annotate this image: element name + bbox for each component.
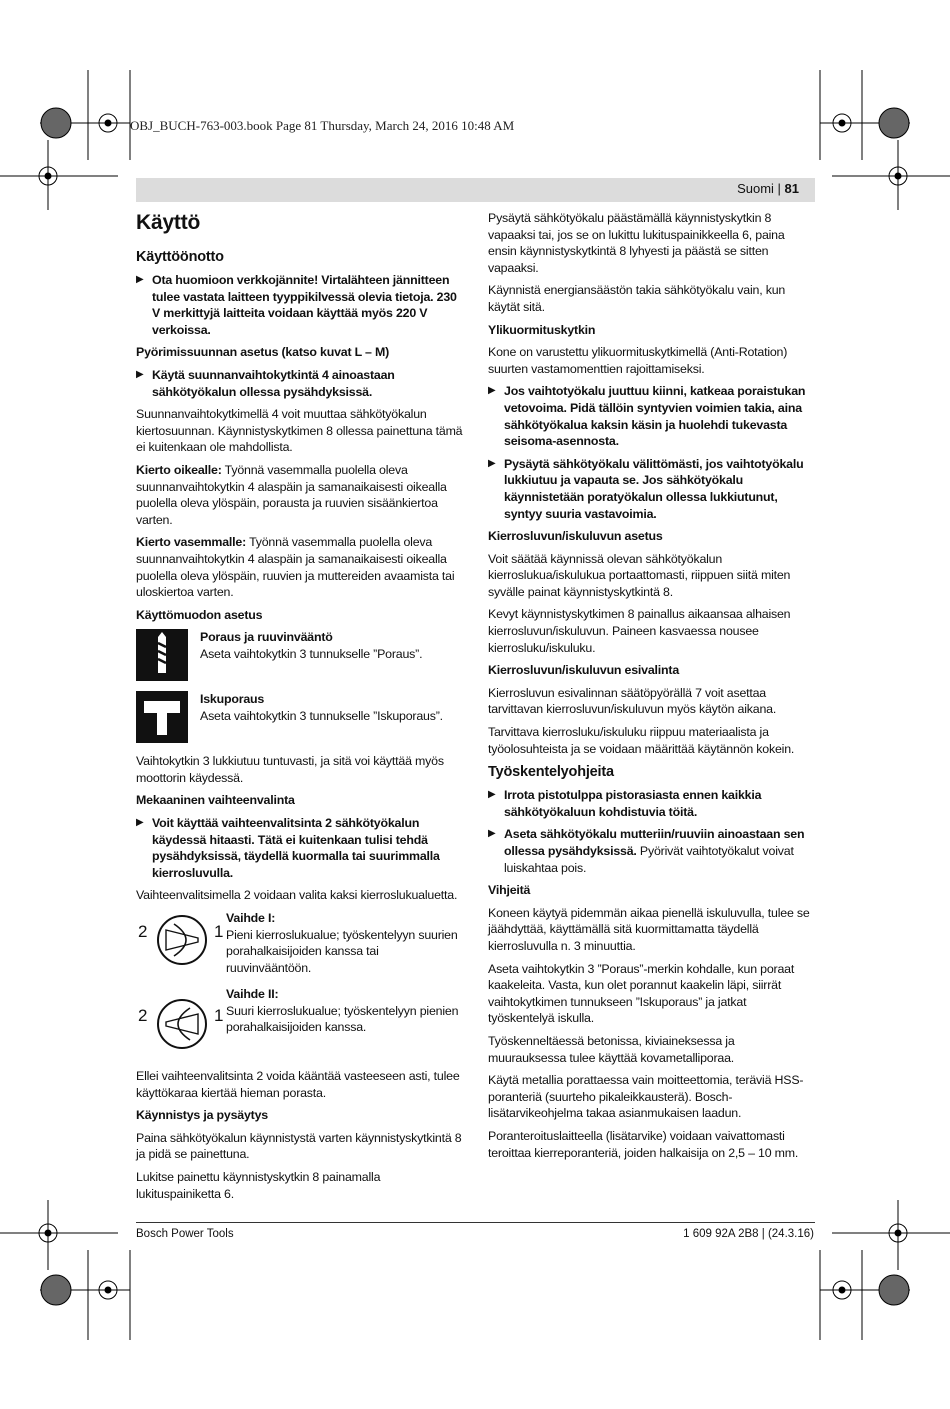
heading-pyorimissuunta: Pyörimissuunnan asetus (katso kuvat L – M) [136,345,390,360]
left-column [136,206,464,1208]
triangle-bullet-icon: ▶ [136,274,144,285]
gear-one-dial-icon: 2 1 [136,910,226,980]
gear-one-title: Vaihde I: [226,911,276,926]
header-separator: | [773,181,785,196]
footer-divider [136,1222,815,1223]
paragraph-betoni: Työskenneltäessä betonissa, kiviaineksessa ja muurauksessa tulee käyttää kovametalliporaa. [488,1033,735,1065]
paragraph-lukitse: Lukitse painettu käynnistyskytkin 8 painamalla lukituspainiketta 6. [136,1170,381,1201]
heading-kierrosluvun-asetus: Kierrosluvun/iskuluvun asetus [488,529,663,544]
mode-impact-text: Aseta vaihtokytkin 3 tunnukselle ”Iskuporaus”. [200,708,443,723]
paragraph-kierto-oikealle: Kierto oikealle: Työnnä vasemmalla puolella oleva suunnanvaihtokytkin 4 alaspäin ja samanaikaisesti oikealla puolella oleva ylöspäin, porausta ja ruuvien sisäänkiertoa varten. [136,462,447,527]
print-info-line: OBJ_BUCH-763-003.book Page 81 Thursday, March 24, 2016 10:48 AM [130,118,515,133]
bullet-stop-immediately: ▶ Pysäytä sähkötyökalu välittömästi, jos vaihtotyökalu lukkiutuu ja vapauta se. Jos sähkötyökalu käynnistetään poratyökalun ollessa lukkiutunut, syntyy suuria vastavoimia. [488,456,804,521]
paragraph-paina: Paina sähkötyökalun käynnistystä varten käynnistyskytkintä 8 ja pidä se painettuna. [136,1130,462,1162]
heading-ylikuormitus: Ylikuormituskytkin [488,322,596,337]
bullet-voltage: ▶ Ota huomioon verkkojännite! Virtalähteen jännitteen tulee vastata laitteen tyyppikilvessä olevia tietoja. 230 V merkittyjä laitteita voidaan käyttää myös 220 V verkoissa. [136,273,457,337]
triangle-bullet-icon: ▶ [136,817,144,829]
mode-impact-drilling [136,691,464,743]
triangle-bullet-icon: ▶ [136,368,144,380]
page-header-text [737,181,799,196]
triangle-bullet-icon: ▶ [488,789,496,801]
paragraph-pysayta: Pysäytä sähkötyökalu päästämällä käynnistyskytkin 8 vapaaksi tai, jos se on lukittu lukituspainikkeella 6, paina ensin käynnistyskytkintä 8 lyhyesti ja päästä se sitten vapaaksi. [488,211,785,275]
gear-one-text: Pieni kierroslukualue; työskentelyyn suurien porahalkaisijoiden kanssa tai ruuvinvääntöön. [226,927,458,975]
section-title-kaytto: Käyttö [136,211,201,234]
page-header-bar [136,178,815,202]
mode-drilling-text: Aseta vaihtokytkin 3 tunnukselle ”Poraus”. [200,646,423,661]
heading-vihjeita: Vihjeitä [488,883,531,898]
bullet-direction-switch: ▶ Käytä suunnanvaihtokytkintä 4 ainoastaan sähkötyökalun ollessa pysähdyksissä. [136,367,395,399]
paragraph-kierto-vasemmalle: Kierto vasemmalle: Työnnä vasemmalla puolella oleva suunnanvaihtokytkin 4 alaspäin ja samanaikaisesti oikealla puolella oleva ylöspäin, ruuvien ja muttereiden avaamista tai uloskiertoa varten. [136,535,455,600]
paragraph-vaihtokytkin: Vaihtokytkin 3 lukkiutuu tuntuvasti, ja sitä voi käyttää myös moottorin käydessä. [136,754,444,785]
mode-impact-title: Iskuporaus [200,692,265,707]
drill-bit-icon [136,629,188,681]
heading-esivalinta: Kierrosluvun/iskuluvun esivalinta [488,663,680,678]
paragraph-kone: Kone on varustettu ylikuormituskytkimellä (Anti-Rotation) suurten vastamomenttien rajoittamiseksi. [488,345,788,376]
triangle-bullet-icon: ▶ [488,828,496,840]
paragraph-kevyt: Kevyt käynnistyskytkimen 8 painallus aikaansaa alhaisen kierrosluvun/iskuluvun. Paineen kasvaessa nousee kierrosluku/iskuluku. [488,607,791,655]
paragraph-aseta: Aseta vaihtokytkin 3 ”Poraus”-merkin kohdalle, kun poraat kaakeleita. Vasta, kun olet porannut kaakelin läpi, siirrät vaihtokytkimen tunnukseen ”Iskuporaus” ja jatkat työskentelyä iskulla. [488,961,795,1026]
bullet-place-on-nut: ▶ Aseta sähkötyökalu mutteriin/ruuviin ainoastaan sen ollessa pysähdyksissä. Pyörivät vaihtotyökalut voivat luiskahtaa pois. [488,827,805,875]
triangle-bullet-icon: ▶ [488,385,496,397]
right-column [488,210,815,1167]
triangle-bullet-icon: ▶ [488,457,496,469]
bullet-unplug: ▶ Irrota pistotulppa pistorasiasta ennen kaikkia sähkötyökaluun kohdistuvia töitä. [488,788,762,819]
gear-one [136,910,464,980]
gear-two-dial-icon: 2 1 [136,986,226,1056]
mode-drilling-title: Poraus ja ruuvinvääntö [200,630,333,645]
paragraph-esivalinnan: Kierrosluvun esivalinnan säätöpyörällä 7 voit asettaa tarvittavan kierrosluvun/iskuluvun myös käytön aikana. [488,685,777,717]
heading-kayttoonotto: Käyttöönotto [136,249,224,265]
footer-brand: Bosch Power Tools [136,1228,234,1240]
paragraph-tarvittava: Tarvittava kierrosluku/iskuluku riippuu materiaalista ja työolosuhteista ja se voidaan määrittää käytännön kokein. [488,725,795,756]
gear-two-text: Suuri kierroslukualue; työskentelyyn pienien porahalkaisijoiden kanssa. [226,1003,459,1035]
bullet-jammed-tool: ▶ Jos vaihtotyökalu juuttuu kiinni, katkeaa poraistukan vetovoima. Pidä tällöin syntyvien voimien takia, aina sähkötyökalua kaksin käsin ja huolehdi tukevasta seisoma-asennosta. [488,384,806,449]
header-language: Suomi [737,181,774,196]
paragraph-koneen: Koneen käytyä pidemmän aikaa pienellä iskuluvulla, tulee se jäähdyttää, käyttämällä sitä kuormittamatta täydellä kierrosluvulla n. 3 minuuttia. [488,905,810,953]
page-number: 81 [784,181,799,196]
gear-two-title: Vaihde II: [226,987,279,1002]
heading-kaynnistys: Käynnistys ja pysäytys [136,1108,268,1123]
hammer-icon [136,691,188,743]
footer-doc-number: 1 609 92A 2B8 | (24.3.16) [683,1228,814,1240]
paragraph-kaynnista: Käynnistä energiansäästön takia sähkötyökalu vain, kun käytät sitä. [488,283,786,314]
heading-tyoskentelyohjeita: Työskentelyohjeita [488,764,614,781]
paragraph-poranteroitus: Poranteroituslaitteella (lisätarvike) voidaan vaivattomasti teroittaa kierreporanteriä, joiden halkaisija on 2,5 – 10 mm. [488,1128,799,1160]
paragraph-metalli: Käytä metallia porattaessa vain moitteettomia, teräviä HSS-poranteriä (suurteho pikaleikkausterä). Bosch-lisätarvikeohjelma takaa asianmukaisen laadun. [488,1073,804,1121]
heading-mekaaninen-vaihteenvalinta: Mekaaninen vaihteenvalinta [136,793,295,808]
paragraph-vaihteenvalitsin: Vaihteenvalitsimella 2 voidaan valita kaksi kierroslukualuetta. [136,888,458,903]
mode-drilling [136,629,464,681]
paragraph-suunnanvaihto: Suunnanvaihtokytkimellä 4 voit muuttaa sähkötyökalun kiertosuunnan. Käynnistyskytkimen 8 ollessa painettuna tämä ei kuitenkaan ole mahdollista. [136,407,463,455]
heading-kayttomuoto: Käyttömuodon asetus [136,607,263,622]
bullet-gear-selector: ▶ Voit käyttää vaihteenvalitsinta 2 sähkötyökalun käydessä hitaasti. Tätä ei kuitenkaan tulisi tehdä pysähdyksissä, täydellä kuormalla tai suurimmalla kierrosluvulla. [136,816,440,880]
paragraph-ellei: Ellei vaihteenvalitsinta 2 voida kääntää vasteeseen asti, tulee käyttökaraa kiertää hieman porastа. [136,1069,460,1100]
paragraph-voit-saataa: Voit säätää käynnissä olevan sähkötyökalun kierroslukua/iskulukua portaattomasti, riippuen siitä miten syvälle painat käynnistyskytkintä 8. [488,551,791,599]
gear-two [136,986,464,1056]
